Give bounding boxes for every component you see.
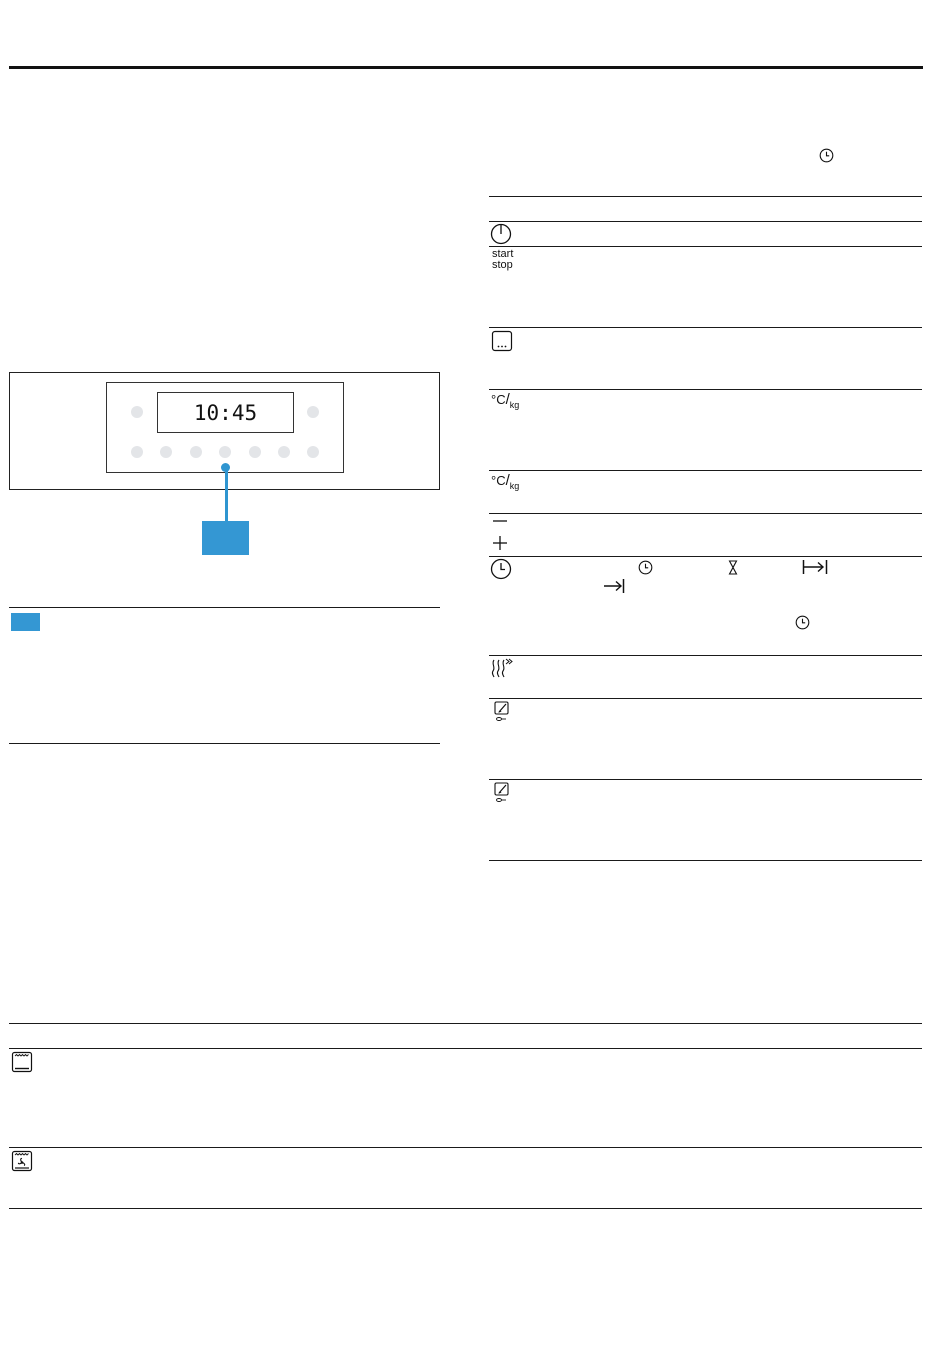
menu-icon bbox=[491, 330, 513, 352]
hourglass-icon bbox=[728, 560, 738, 575]
duration-icon bbox=[802, 559, 828, 575]
panel-button-2[interactable] bbox=[160, 446, 172, 458]
controls-rule bbox=[489, 779, 922, 780]
temp-weight-icon bbox=[491, 474, 519, 489]
modes-rule bbox=[9, 1048, 922, 1049]
clock-icon bbox=[638, 560, 653, 575]
start-label: start bbox=[492, 248, 514, 260]
panel-button-right[interactable] bbox=[307, 406, 319, 418]
stop-label: stop bbox=[492, 259, 513, 271]
power-icon bbox=[490, 223, 512, 245]
legend-rule-bottom bbox=[9, 743, 440, 744]
clock-display: 10:45 bbox=[157, 392, 294, 433]
callout-marker bbox=[202, 521, 249, 555]
plus-icon bbox=[492, 535, 508, 551]
slash: / bbox=[505, 391, 510, 408]
temp-unit-label: °C bbox=[491, 473, 506, 488]
panel-button-3[interactable] bbox=[190, 446, 202, 458]
panel-button-1[interactable] bbox=[131, 446, 143, 458]
controls-rule bbox=[489, 556, 922, 557]
panel-button-6[interactable] bbox=[278, 446, 290, 458]
panel-button-4[interactable] bbox=[219, 446, 231, 458]
controls-rule bbox=[489, 221, 922, 222]
controls-rule bbox=[489, 246, 922, 247]
controls-rule bbox=[489, 327, 922, 328]
controls-rule bbox=[489, 389, 922, 390]
hot-air-grill-icon bbox=[11, 1150, 33, 1172]
controls-rule-header bbox=[489, 196, 922, 197]
controls-rule bbox=[489, 513, 922, 514]
callout-anchor-dot bbox=[221, 463, 230, 472]
legend-swatch bbox=[11, 613, 40, 631]
panel-button-7[interactable] bbox=[307, 446, 319, 458]
end-time-icon bbox=[603, 578, 625, 594]
weight-unit-label: kg bbox=[509, 481, 520, 491]
clock-icon bbox=[795, 615, 810, 630]
rapid-heat-icon bbox=[490, 657, 514, 679]
legend-rule-top bbox=[9, 607, 440, 608]
cleaning-icon bbox=[493, 782, 511, 804]
cleaning-icon bbox=[493, 701, 511, 723]
temp-unit-label: °C bbox=[491, 392, 506, 407]
slash: / bbox=[505, 472, 510, 489]
controls-rule-bottom bbox=[489, 860, 922, 861]
panel-button-left[interactable] bbox=[131, 406, 143, 418]
callout-connector bbox=[225, 467, 228, 522]
top-rule bbox=[9, 66, 923, 69]
modes-rule-header bbox=[9, 1023, 922, 1024]
panel-button-5[interactable] bbox=[249, 446, 261, 458]
modes-rule-bottom bbox=[9, 1208, 922, 1209]
controls-rule bbox=[489, 655, 922, 656]
controls-rule bbox=[489, 470, 922, 471]
modes-rule bbox=[9, 1147, 922, 1148]
temp-weight-icon bbox=[491, 393, 519, 408]
clock-icon bbox=[490, 558, 512, 580]
clock-icon bbox=[819, 148, 834, 163]
weight-unit-label: kg bbox=[509, 400, 520, 410]
controls-rule bbox=[489, 698, 922, 699]
minus-icon bbox=[492, 517, 508, 525]
top-bottom-heat-icon bbox=[11, 1051, 33, 1073]
